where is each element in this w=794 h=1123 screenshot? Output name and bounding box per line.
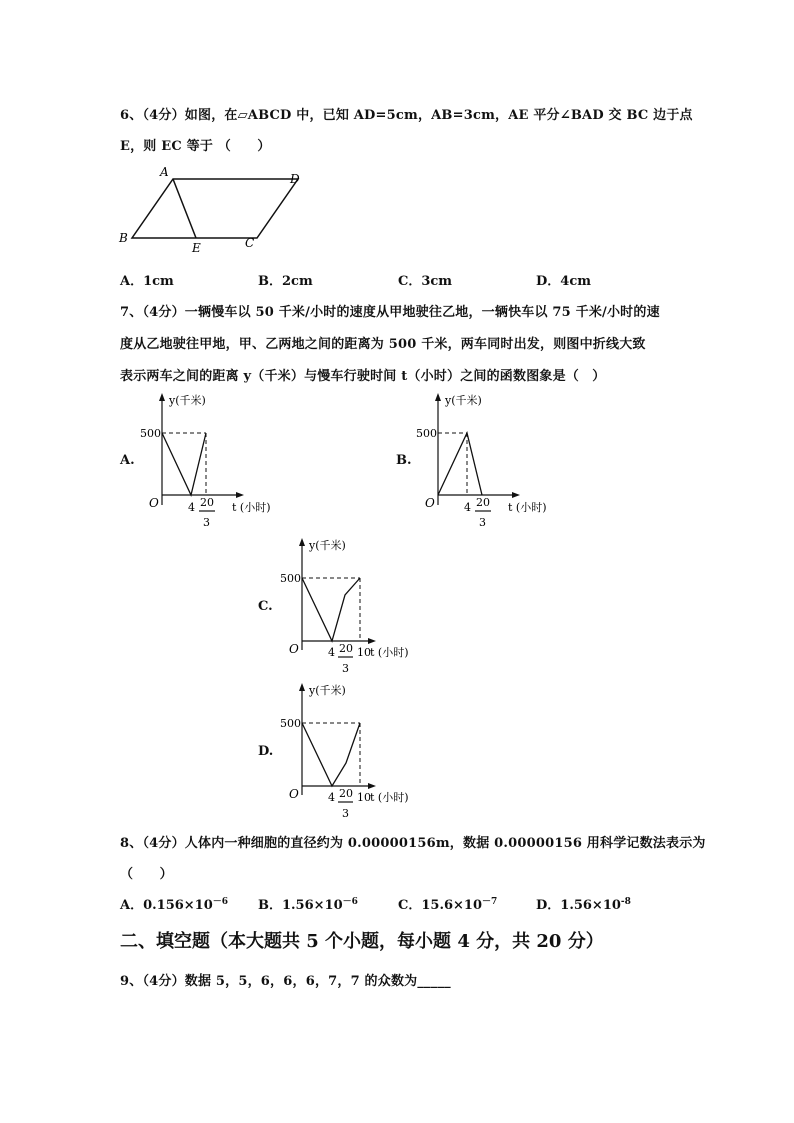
y-axis-label: y(千米) bbox=[309, 539, 346, 552]
x-4-label: 4 bbox=[188, 501, 195, 514]
fraction-denominator: 3 bbox=[479, 516, 486, 529]
fraction-denominator: 3 bbox=[342, 807, 349, 820]
fraction-numerator: 20 bbox=[200, 496, 214, 509]
origin-label: O bbox=[425, 496, 435, 510]
q8-option-d-label: D．1.56×10 bbox=[536, 898, 621, 913]
q8-option-c-label: C．15.6×10 bbox=[398, 898, 482, 913]
x-axis-label: t (小时) bbox=[370, 791, 409, 804]
y-axis-label: y(千米) bbox=[169, 394, 206, 407]
y-axis-label: y(千米) bbox=[309, 684, 346, 697]
graph-c bbox=[280, 535, 500, 685]
q8-option-b-label: B．1.56×10 bbox=[258, 898, 343, 913]
x-10-label: 10 bbox=[357, 791, 371, 804]
graph-d bbox=[280, 680, 500, 830]
q8-option-b[interactable] bbox=[258, 894, 358, 913]
q7-option-b-label[interactable]: B. bbox=[396, 453, 412, 468]
fraction-numerator: 20 bbox=[476, 496, 490, 509]
q8-option-d[interactable] bbox=[536, 894, 631, 913]
q6-text-line2: E，则 EC 等于 （ ） bbox=[120, 139, 271, 154]
q7-text-line2: 度从乙地驶往甲地，甲、乙两地之间的距离为 500 千米，两车同时出发，则图中折线大致 bbox=[120, 337, 646, 352]
y-500-label: 500 bbox=[416, 427, 437, 440]
q8-option-a-exponent: －6 bbox=[212, 897, 229, 907]
q8-option-a-label: A．0.156×10 bbox=[120, 898, 213, 913]
parallelogram-figure bbox=[110, 160, 310, 260]
y-axis-label: y(千米) bbox=[445, 394, 482, 407]
vertex-E-label: E bbox=[192, 241, 201, 255]
q8-option-c-exponent: －7 bbox=[482, 897, 498, 907]
fraction-denominator: 3 bbox=[203, 516, 210, 529]
x-4-label: 4 bbox=[328, 646, 335, 659]
x-4-label: 4 bbox=[464, 501, 471, 514]
y-500-label: 500 bbox=[280, 717, 301, 730]
q7-text-line3: 表示两车之间的距离 y（千米）与慢车行驶时间 t（小时）之间的函数图象是（ ） bbox=[120, 369, 606, 384]
q6-option-d[interactable]: D．4cm bbox=[536, 274, 591, 289]
origin-label: O bbox=[289, 642, 299, 656]
q6-option-a[interactable]: A．1cm bbox=[120, 274, 174, 289]
origin-label: O bbox=[149, 496, 159, 510]
x-axis-label: t (小时) bbox=[370, 646, 409, 659]
y-500-label: 500 bbox=[140, 427, 161, 440]
vertex-B-label: B bbox=[119, 231, 128, 245]
x-10-label: 10 bbox=[357, 646, 371, 659]
q8-option-c[interactable] bbox=[398, 894, 497, 913]
x-4-label: 4 bbox=[328, 791, 335, 804]
q7-option-a-label[interactable]: A. bbox=[120, 453, 135, 468]
q8-option-d-exponent: -8 bbox=[620, 897, 631, 907]
vertex-D-label: D bbox=[290, 172, 300, 186]
q9-text-line1: 9、（4分）数据 5，5，6，6，6，7，7 的众数为_____ bbox=[120, 974, 451, 989]
section-heading-fill-in: 二、填空题（本大题共 5 个小题，每小题 4 分，共 20 分） bbox=[120, 931, 604, 952]
q8-option-b-exponent: －6 bbox=[342, 897, 358, 907]
origin-label: O bbox=[289, 787, 299, 801]
x-axis-label: t (小时) bbox=[508, 501, 547, 514]
y-500-label: 500 bbox=[280, 572, 301, 585]
fraction-numerator: 20 bbox=[339, 642, 353, 655]
q6-option-b[interactable]: B．2cm bbox=[258, 274, 313, 289]
q6-option-c[interactable]: C．3cm bbox=[398, 274, 453, 289]
graph-b bbox=[416, 390, 636, 540]
q8-text-line1: 8、（4分）人体内一种细胞的直径约为 0.00000156m，数据 0.00000156 用科学记数法表示为 bbox=[120, 836, 706, 851]
fraction-denominator: 3 bbox=[342, 662, 349, 675]
vertex-C-label: C bbox=[245, 236, 255, 250]
q7-option-d-label[interactable]: D. bbox=[258, 744, 274, 759]
q8-text-line2: （ ） bbox=[120, 867, 173, 882]
x-axis-label: t (小时) bbox=[232, 501, 271, 514]
vertex-A-label: A bbox=[160, 165, 169, 179]
graph-a bbox=[140, 390, 360, 540]
q6-text-line1: 6、（4分）如图，在▱ABCD 中，已知 AD=5cm，AB=3cm，AE 平分∠BAD 交 BC 边于点 bbox=[120, 108, 693, 123]
q8-option-a[interactable] bbox=[120, 894, 228, 913]
fraction-numerator: 20 bbox=[339, 787, 353, 800]
q7-text-line1: 7、（4分）一辆慢车以 50 千米/小时的速度从甲地驶往乙地，一辆快车以 75 千米/小时的速 bbox=[120, 305, 660, 320]
q7-option-c-label[interactable]: C. bbox=[258, 599, 273, 614]
